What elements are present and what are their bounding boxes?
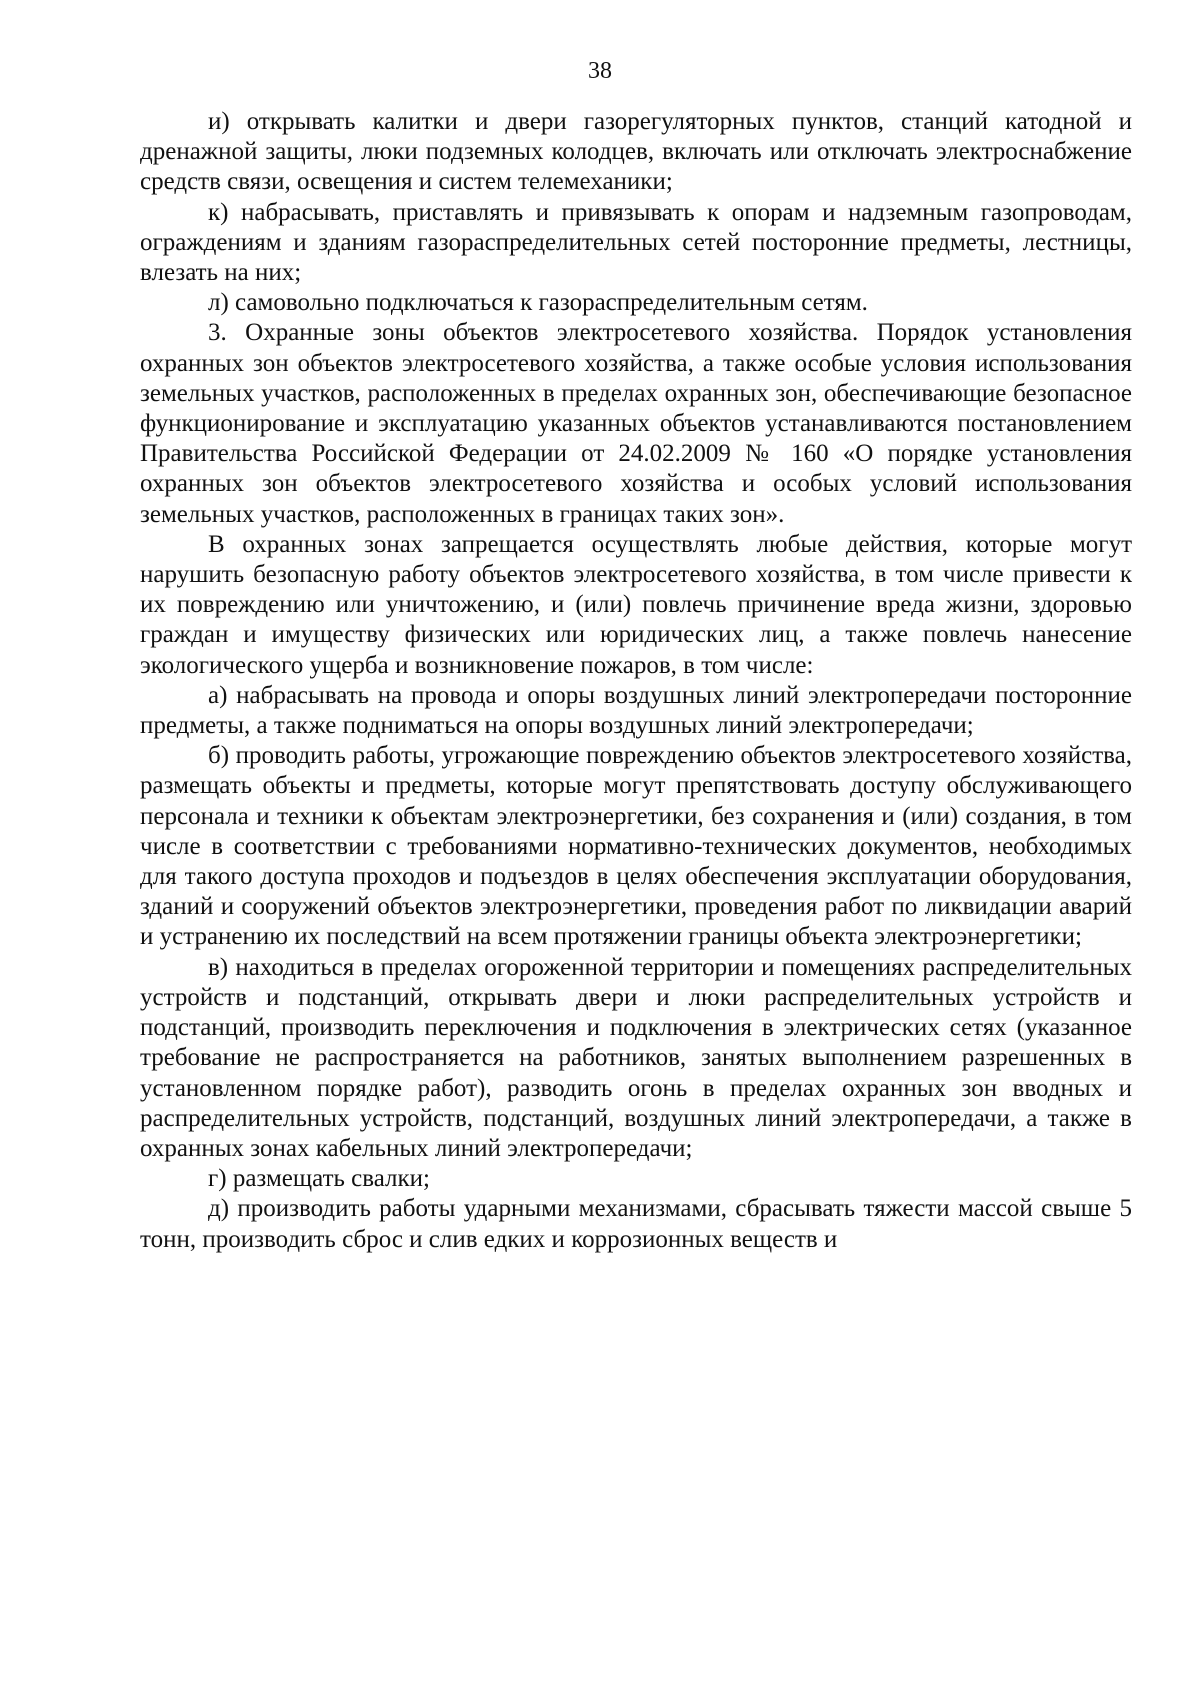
paragraph-item-d: д) производить работы ударными механизмами, сбрасывать тяжести массой свыше 5 тонн, производить сброс и слив едких и коррозионных веществ и	[140, 1195, 1132, 1253]
paragraph-section-3: 3. Охранные зоны объектов электросетевого хозяйства. Порядок установления охранных зон объектов электросетевого хозяйства, а также особые условия использования земельных участков, расположенных в пределах охранных зон, обеспечивающие безопасное функционирование и эксплуатацию указанных объектов устанавливаются постановлением Правительства Российской Федерации от 24.02.2009 № 160 «О порядке установления охранных зон объектов электросетевого хозяйства и особых условий использования земельных участков, расположенных в границах таких зон».	[140, 319, 1132, 528]
paragraph-item-i: и) открывать калитки и двери газорегуляторных пунктов, станций катодной и дренажной защиты, люки подземных колодцев, включать или отключать электроснабжение средств связи, освещения и систем телемеханики;	[140, 108, 1132, 196]
paragraph-prohibitions-intro: В охранных зонах запрещается осуществлять любые действия, которые могут нарушить безопасную работу объектов электросетевого хозяйства, в том числе привести к их повреждению или уничтожению, и (или) повлечь причинение вреда жизни, здоровью граждан и имуществу физических или юридических лиц, а также повлечь нанесение экологического ущерба и возникновение пожаров, в том числе:	[140, 530, 1132, 679]
page-number: 38	[588, 58, 612, 84]
paragraph-item-g: г) размещать свалки;	[208, 1165, 430, 1193]
paragraph-item-v: в) находиться в пределах огороженной территории и помещениях распределительных устройств и подстанций, открывать двери и люки распределительных устройств и подстанций, производить переключения и подключения в электрических сетях (указанное требование не распространяется на работников, занятых выполнением разрешенных в установленном порядке работ), разводить огонь в пределах охранных зон вводных и распределительных устройств, подстанций, воздушных линий электропередачи, а также в охранных зонах кабельных линий электропередачи;	[140, 953, 1132, 1162]
document-body	[140, 107, 1132, 1255]
paragraph-item-l: л) самовольно подключаться к газораспределительным сетям.	[208, 289, 868, 317]
paragraph-item-a: а) набрасывать на провода и опоры воздушных линий электропередачи посторонние предметы, а также подниматься на опоры воздушных линий электропередачи;	[140, 681, 1132, 740]
paragraph-item-k: к) набрасывать, приставлять и привязывать к опорам и надземным газопроводам, ограждениям и зданиям газораспределительных сетей посторонние предметы, лестницы, влезать на них;	[140, 198, 1132, 287]
paragraph-item-b: б) проводить работы, угрожающие повреждению объектов электросетевого хозяйства, размещать объекты и предметы, которые могут препятствовать доступу обслуживающего персонала и техники к объектам электроэнергетики, без сохранения и (или) создания, в том числе в соответствии с требованиями нормативно-технических документов, необходимых для такого доступа проходов и подъездов в целях обеспечения эксплуатации оборудования, зданий и сооружений объектов электроэнергетики, проведения работ по ликвидации аварий и устранению их последствий на всем протяжении границы объекта электроэнергетики;	[140, 742, 1132, 951]
